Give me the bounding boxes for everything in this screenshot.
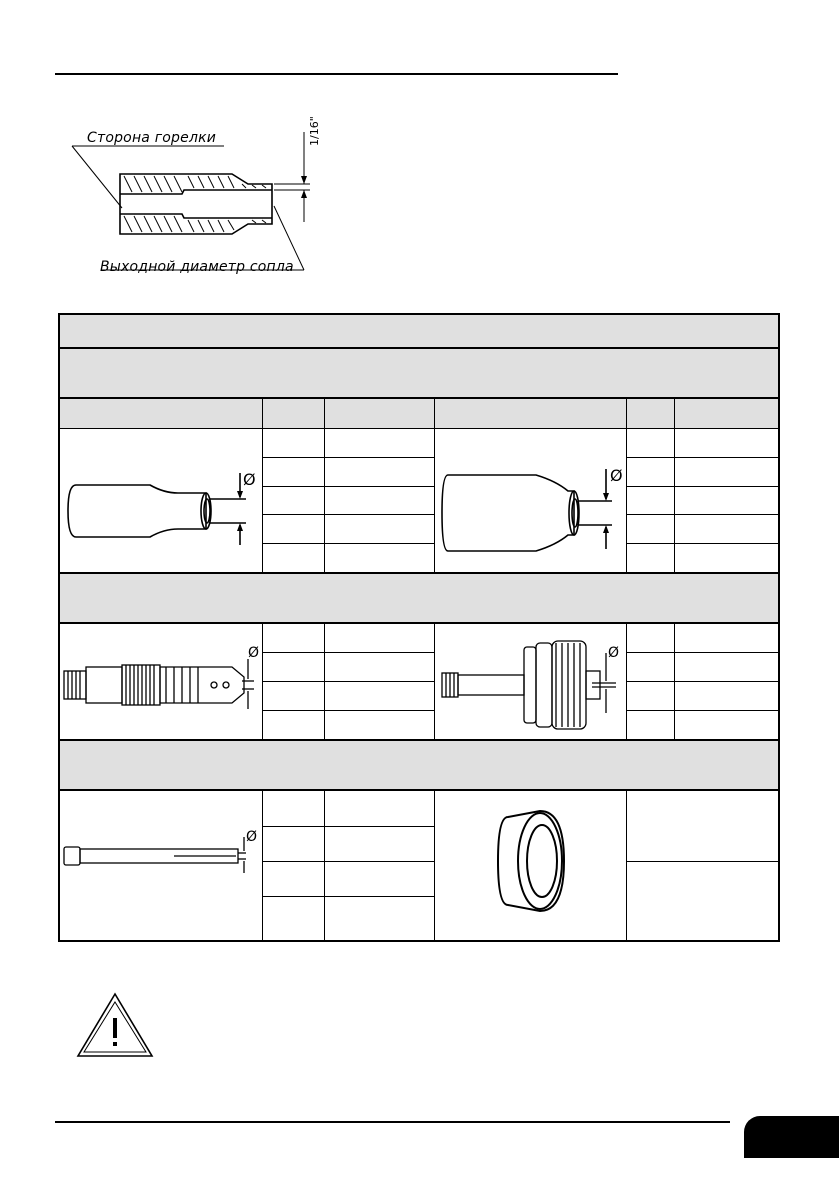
- collet-image: [62, 815, 260, 895]
- warning-triangle-icon: [76, 992, 154, 1058]
- gas-lens-collet-body-image: [440, 633, 624, 733]
- section-band-collets: [60, 739, 778, 791]
- parts-table: [58, 313, 780, 942]
- standard-nozzle-image: [64, 437, 260, 567]
- insulator-ring-image: [492, 801, 572, 921]
- header-rule: [55, 73, 618, 75]
- section-band-nozzles: [60, 349, 778, 399]
- column-header-row: [60, 399, 778, 429]
- diameter-symbol-2: Ø: [610, 466, 623, 485]
- diameter-symbol-4: Ø: [608, 645, 620, 661]
- section-band-collet-bodies: [60, 572, 778, 624]
- diameter-symbol-5: Ø: [246, 829, 258, 845]
- diameter-symbol-1: Ø: [243, 470, 256, 489]
- footer-rule: [55, 1121, 730, 1123]
- diameter-symbol-3: Ø: [248, 645, 260, 661]
- outlet-diameter-label: Выходной диаметр сопла: [100, 259, 294, 275]
- collet-body-image: [62, 633, 260, 733]
- page-number-tab: [744, 1116, 839, 1158]
- table-title-band: [60, 315, 778, 349]
- large-gas-lens-nozzle-image: [438, 437, 624, 567]
- dimension-label: 1/16": [308, 116, 321, 146]
- torch-side-label: Сторона горелки: [87, 130, 217, 146]
